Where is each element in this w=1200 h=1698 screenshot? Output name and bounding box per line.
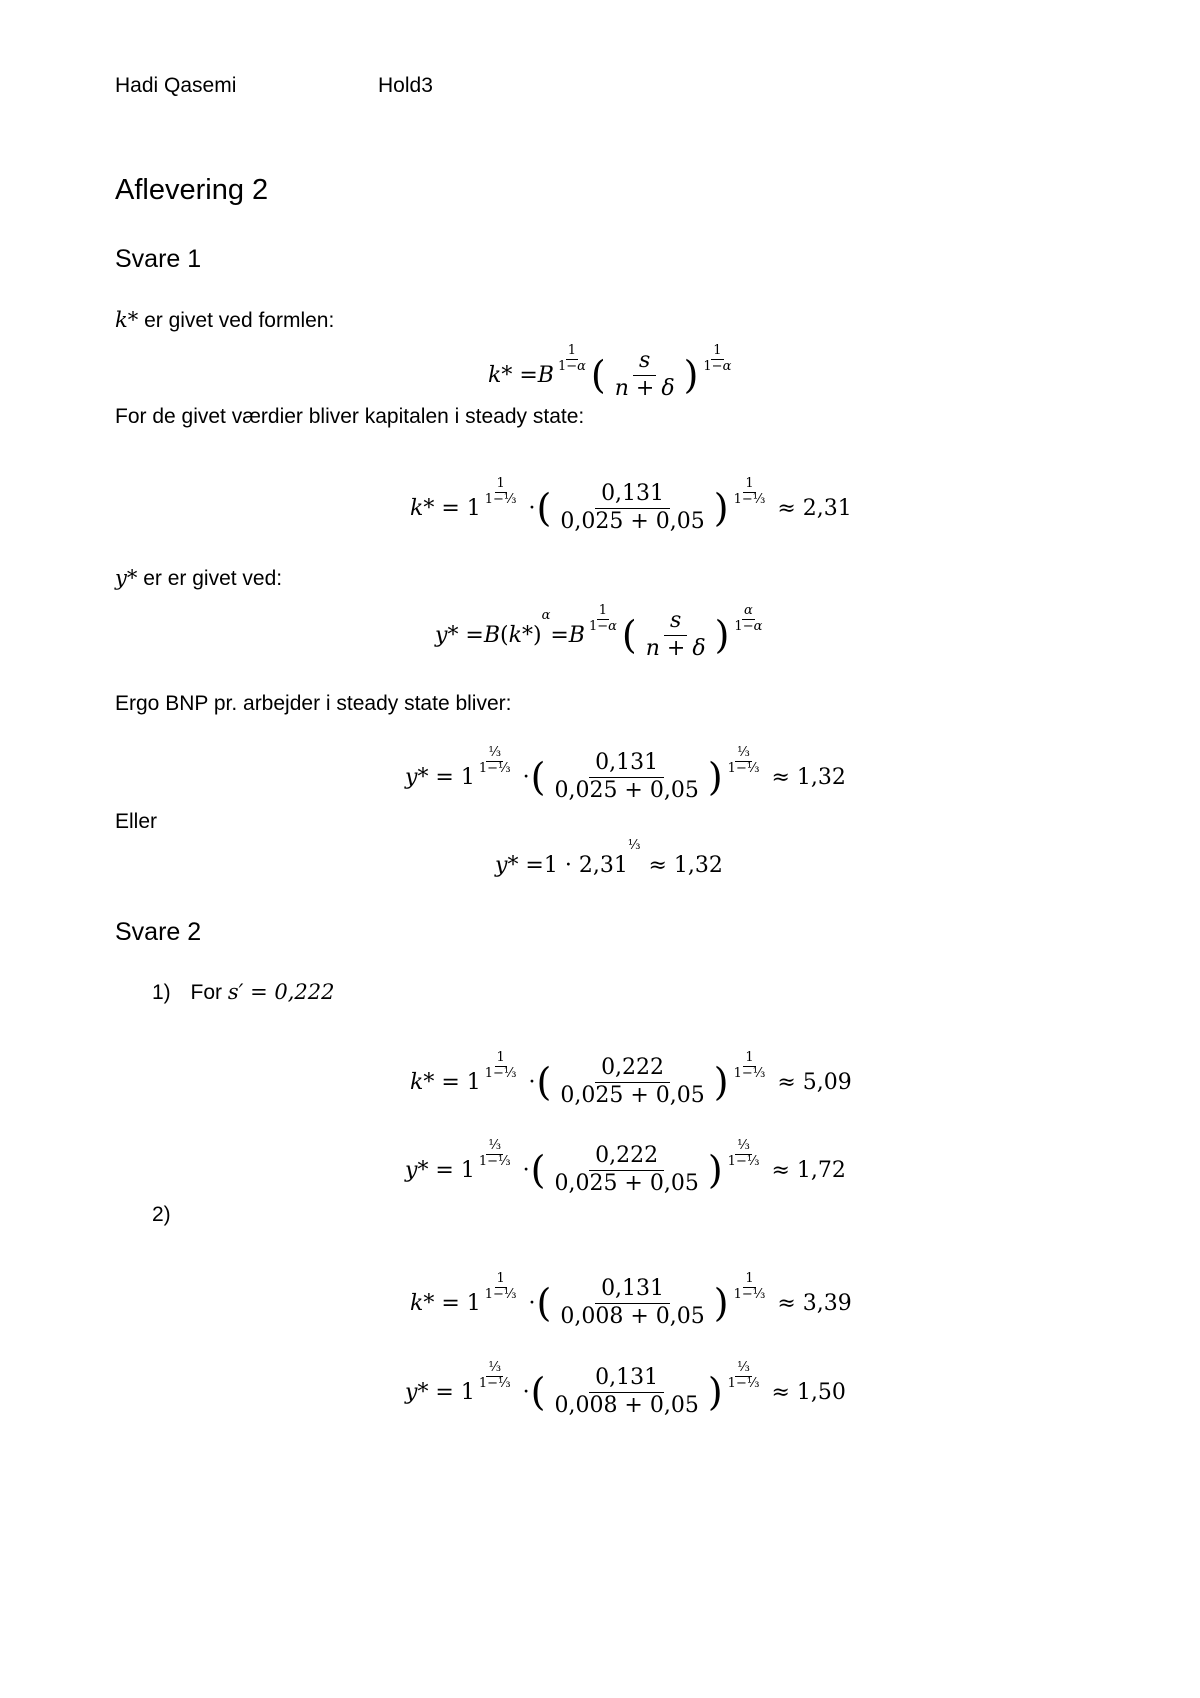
equation-s2-1-y: y * = 1 $\frac{\text{⅓}}{\text{1−⅓}}$ · ( $\frac{0,222}{0,025 + 0,05}$ ) $\frac{\text{⅓}}{\text{1−⅓}}$ ≈ 1,72 (405, 1138, 846, 1196)
s2-2-k-result: ≈ 3,39 (777, 1290, 852, 1316)
paragraph-given-values: For de givet værdier bliver kapitalen i steady state: (115, 405, 585, 428)
list-item-1-text: For (190, 981, 223, 1004)
paragraph-eller: Eller (115, 810, 158, 833)
document-title: Aflevering 2 (115, 174, 269, 206)
team-name: Hold3 (378, 74, 433, 97)
equation-s2-2-k: k * = 1 $\frac{1}{\text{1−⅓}}$ · ( $\frac{0,131}{0,008 + 0,05}$ ) $\frac{1}{\text{1−⅓}}$ ≈ 3,39 (410, 1271, 852, 1329)
y-star-symbol: y* (115, 566, 138, 590)
paragraph-text: er er givet ved: (137, 567, 283, 590)
equation-y-general: y * = B ( k *) α = B $\frac{1}{1-\alpha}$ ( $\frac{s}{n + \delta}$ ) $\frac{\alpha}{1-\alpha}$ (435, 603, 763, 661)
k-result: ≈ 2,31 (777, 495, 852, 521)
equation-s2-2-y: y * = 1 $\frac{\text{⅓}}{\text{1−⅓}}$ · ( $\frac{0,131}{0,008 + 0,05}$ ) $\frac{\text{⅓}}{\text{1−⅓}}$ ≈ 1,50 (405, 1360, 846, 1418)
paragraph-ergo: Ergo BNP pr. arbejder i steady state bliver: (115, 692, 512, 715)
section1-heading: Svare 1 (115, 245, 202, 273)
paragraph-y-formula (115, 566, 282, 591)
list-item-1 (152, 980, 335, 1005)
s2-1-y-result: ≈ 1,72 (771, 1157, 846, 1183)
equation-s2-1-k: k * = 1 $\frac{1}{\text{1−⅓}}$ · ( $\frac{0,222}{0,025 + 0,05}$ ) $\frac{1}{\text{1−⅓}}$ ≈ 5,09 (410, 1050, 852, 1108)
k-star-symbol: k* (115, 308, 139, 332)
s2-2-y-result: ≈ 1,50 (771, 1379, 846, 1405)
section2-heading: Svare 2 (115, 918, 202, 946)
list-item-1-label: 1) (152, 981, 171, 1004)
paragraph-k-formula (115, 308, 334, 333)
list-item-2-label: 2) (152, 1203, 171, 1226)
equation-k-steady-state: k * = 1 $\frac{1}{\text{1−⅓}}$ · ( $\frac{0,131}{0,025 + 0,05}$ ) $\frac{1}{\text{1−⅓}}$ ≈ 2,31 (410, 476, 852, 534)
paragraph-text: er givet ved formlen: (138, 309, 335, 332)
equation-y-steady-state: y * = 1 $\frac{\text{⅓}}{\text{1−⅓}}$ · ( $\frac{0,131}{0,025 + 0,05}$ ) $\frac{\text{⅓}}{\text{1−⅓}}$ ≈ 1,32 (405, 745, 846, 803)
s2-1-k-result: ≈ 5,09 (777, 1069, 852, 1095)
equation-y-alternative: y * = 1 · 2,31 ⅓ ≈ 1,32 (495, 837, 723, 878)
y-alt-result: ≈ 1,32 (648, 852, 723, 878)
equation-k-general: k * = B $\frac{1}{1-\alpha}$ ( $\frac{s}{n + \delta}$ ) $\frac{1}{1-\alpha}$ (488, 343, 732, 401)
author-name: Hadi Qasemi (115, 74, 237, 97)
y-result: ≈ 1,32 (771, 764, 846, 790)
list-item-1-var: s′ = 0,222 (227, 980, 335, 1004)
